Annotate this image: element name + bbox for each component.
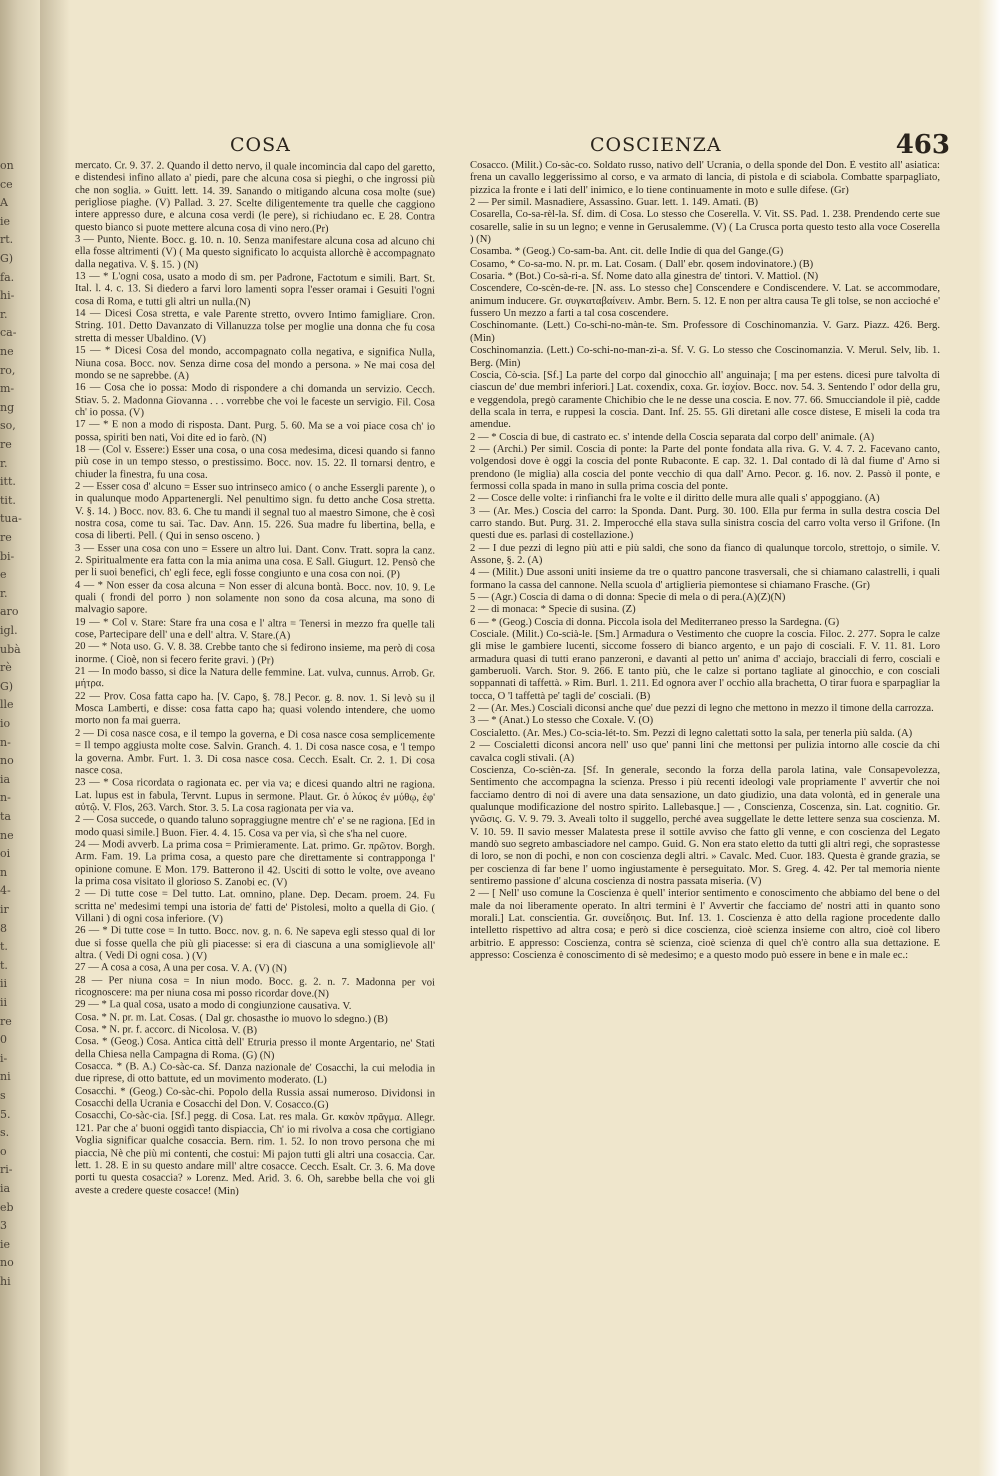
dictionary-entry: Cosamba. * (Geog.) Co-sam-ba. Ant. cit. delle Indie di qua del Gange.(G) <box>470 246 784 258</box>
dictionary-entry: 3 — Esser una cosa con uno = Essere un altro lui. Dant. Conv. Tratt. sopra la canz. 2. Spiritualmente era fatta con la mia anima una cosa. E Sall. Giugurt. 12. Pensò che per li suoi benefici, ch' egli fece, egli fosse congiunto e una cosa con noi. (P) <box>75 542 435 581</box>
gutter-fragment: tua- <box>0 512 22 526</box>
dictionary-entry: 28 — Per niuna cosa = In niun modo. Bocc. g. 2. n. 7. Madonna per voi ricognoscere: ma per niuna cosa mi posso ricordar dove.(N) <box>75 974 435 1000</box>
dictionary-entry: Coscienza, Co-scièn-za. [Sf. In generale, secondo la forza della parola latina, vale Consapevolezza, Sentimento che accompagna la scienza. Presso i più recenti ideologi vale propriamente l' avvertir che noi facciamo dentro di noi di avere una data sensazione, un dato giudizio, una data volontà, ed in generale una qualunque modificazione del nostro spirito. Lallebasque.] — , Conscienza, Coscenza, sin. Lat. cognitio. Gr. γνῶσις. G. V. 9. 79. 3. Avealì tolto il suggello, perché avea suggellate le dette lettere senza sua coscienza. M. V. 10. 59. Il savio messer Malatesta prese il sottile avviso che fatto gli venne, e con coscienza del Legato mandò suo segreto ambasciadore nel campo. Guid. G. Non era stato eletto da tutti gli altri regi, che soprastesse di loro, se non di pochi, e non con coscienza degli altri. » Cavalc. Med. Cuor. 183. Questa è grande grazia, se per coscienza di far bene l' uomo ingiustamente è perseguitato. Mor. S. Greg. 4. 42. Per tal memoria niente sentiremo passione d' alcuna coscienza di nostra passata miseria. (V) <box>470 764 940 887</box>
gutter-fragment: r. <box>0 307 8 321</box>
gutter-fragment: itt. <box>0 475 16 489</box>
gutter-fragment: ie <box>0 214 11 228</box>
gutter-fragment: so, <box>0 419 16 433</box>
dictionary-entry: 18 — (Col v. Essere:) Esser una cosa, o una cosa medesima, dicesi quando si fanno più cose in un tempo stesso, o prestissimo. Bocc. nov. 15. 22. Il tornarsi dentro, e chiuder la finestra, fu una cosa. <box>75 443 435 481</box>
gutter-fragment: on <box>0 159 14 172</box>
running-header <box>70 130 950 160</box>
gutter-fragment: m- <box>0 382 15 396</box>
dictionary-entry: Cosacchi. * (Geog.) Co-sàc-chi. Popolo della Russia assai numeroso. Dividonsi in Cosacchi della Ucrania e Cosacchi del Don. V. Cosacco.(G) <box>75 1085 435 1111</box>
dictionary-entry: Coscialetto. (Ar. Mes.) Co-scia-lét-to. Sm. Pezzi di legno calettati sotto la sala, per tenerla più salda. (A) <box>470 727 913 739</box>
gutter-fragment: ne <box>0 828 14 842</box>
gutter-fragment: ne <box>0 345 14 358</box>
dictionary-entry: 5 — (Agr.) Coscia di dama o di donna: Specie di mela o di pera.(A)(Z)(N) <box>470 592 786 604</box>
dictionary-entry: Coscendere, Co-scèn-de-re. [N. ass. Lo stesso che] Conscendere e Condiscendere. V. Lat. se accommodare, animum inducere. Gr. συγκαταβαίνειν. Ambr. Bern. 5. 12. E non per altra causa Te gli tolse, se non accioché e' fussero Un mezzo a farti a tal cosa coscendere. <box>470 283 940 320</box>
gutter-fragment: s <box>0 1089 6 1102</box>
gutter-fragment: ii <box>0 977 8 991</box>
gutter-fragment: fa. <box>0 270 15 284</box>
gutter-fragment: lle <box>0 698 14 712</box>
gutter-fragment: s. <box>0 1126 10 1140</box>
dictionary-entry: 22 — Prov. Cosa fatta capo ha. [V. Capo, §. 78.] Pecor. g. 8. nov. 1. Si levò su il Mosca Lamberti, e disse: cosa fatta capo ha; quasi volendo intendere, che uomo morto non fa mai guerra. <box>75 690 435 728</box>
dictionary-entry: Coscia, Cò-scia. [Sf.] La parte del corpo dal ginocchio all' anguinaja; [ ma per estens. dicesi pure talvolta di ciascun de' due membri inferiori.] Lat. coxendix, coxa. Gr. ἰσχίον. Bocc. nov. 54. 3. Sentendo l' odor della gru, e veggendola, pregò caramente Chichibio che le ne desse una coscia. E nov. 77. 66. Smucciandole il piè, cadde della scala in terra, e ruppesi la coscia. Dant. Inf. 25. 55. Gli diretani alle cosce distese, E miseli la coda tra amendue. <box>470 369 940 431</box>
header-right-word: COSCIENZA <box>590 134 722 156</box>
dictionary-entry: 2 — (Archi.) Per simil. Coscia di ponte: la Parte del ponte fondata alla riva. G. V. 4. 7. 2. Facevano canto, volgendosi dove è oggi la coscia del ponte Rubaconte. E cap. 32. 1. Dal contado di là dal fiume d' Arno si prendono (le miglia) alla coscia del ponte vecchio di qua dall' Arno. Pecor. g. 16. nov. 2. Passò il ponte, e fermossi colla spada in mano in sulla prima coscia del ponte. <box>470 443 940 492</box>
gutter-fragment: rè <box>0 661 12 675</box>
gutter-fragment: G) <box>0 252 14 265</box>
gutter-fragment: o <box>0 1144 7 1158</box>
gutter-fragment: G) <box>0 679 14 693</box>
gutter-fragment: ie <box>0 1237 11 1251</box>
dictionary-entry: 2 — I due pezzi di legno più atti e più saldi, che sono da fianco di qualunque torcolo, strettojo, o simile. V. Assone, §. 2. (A) <box>470 542 940 566</box>
dictionary-entry: 13 — * L'ogni cosa, usato a modo di sm. per Padrone, Factotum e simili. Bart. St. Ital. l. 4. c. 13. Si diedero a farvi loro lamenti sopra l'esser oramai i Gesuiti l'ogni cosa di Roma, e tutti gli altri un nulla.(N) <box>75 271 435 309</box>
dictionary-entry: 3 — * (Anat.) Lo stesso che Coxale. V. (O) <box>470 715 654 727</box>
gutter-fragment: re <box>0 438 12 451</box>
dictionary-entry: Cosacca. * (B. A.) Co-sàc-ca. Sf. Danza nazionale de' Cosacchi, la cui melodia in due riprese, di otto battute, ed un movimento moderato. (L) <box>75 1061 435 1087</box>
gutter-fragment: ca- <box>0 326 17 340</box>
gutter-fragment: bi- <box>0 549 15 563</box>
dictionary-entry: Cosa. * N. pr. m. Lat. Cosas. ( Dal gr. chosasthe io muovo lo sdegno.) (B) <box>75 1011 388 1025</box>
dictionary-entry: 2 — Coscialetti diconsi ancora nell' uso que' panni lini che mettonsi per pulizia intorno alle coscie da chi cavalca cogli stivali. (A) <box>470 740 940 764</box>
dictionary-entry: Cosarella, Co-sa-rèl-la. Sf. dim. di Cosa. Lo stesso che Coserella. V. Vit. SS. Pad. 1. 238. Prendendo certe sue cosarelle, salie in su un legno; e venne in Gerusalemme. (V) ( La Crusca porta questo testo alla voce Coserella ) (N) <box>470 209 940 246</box>
dictionary-entry: 2 — Cosa succede, o quando taluno sopraggiugne mentre ch' e' se ne ragiona. [Ed in modo quasi simile.] Buon. Fier. 4. 4. 15. Cosa va per via, sì che s'ha nel cuore. <box>75 814 435 840</box>
dictionary-entry: 3 — (Ar. Mes.) Coscia del carro: la Sponda. Dant. Purg. 30. 100. Ella pur ferma in sulla destra coscia Del carro stando. But. Purg. 31. 2. Imperocché ella stava sulla sinistra coscia del carro volta verso il Grifone. (In questi due es. parlasi di costellazione.) <box>470 505 940 542</box>
dictionary-entry: 4 — (Milit.) Due assoni uniti insieme da tre o quattro pancone trasversali, che si chiamano calastrelli, i quali formano la cassa del cannone. Nella scuola d' artiglieria piemontese si chiamano Frasche. (Gr) <box>470 567 940 591</box>
gutter-fragment: 4- <box>0 884 11 898</box>
gutter-fragment: ia <box>0 1182 11 1195</box>
dictionary-entry: 3 — Punto, Niente. Bocc. g. 10. n. 10. Senza manifestare alcuna cosa ad alcuno chi ella fosse altrimenti (V) ( Ma questo significato lo acquista allorchè è accompagnato dalla negativa. V. §. 15. ) (N) <box>75 234 435 271</box>
gutter-fragment: re <box>0 531 12 544</box>
gutter-fragment: 0 <box>0 1033 7 1047</box>
page-number: 463 <box>895 130 950 160</box>
dictionary-entry: 2 — [ Nell' uso comune la Coscienza è quell' interior sentimento e conoscimento che abbiamo del bene o del male da noi liberamente operato. In altri termini è l' Avvertir che facciamo de' nostri atti in quanto sono morali.] Lat. conscientia. Gr. συνείδησις. But. Inf. 13. 1. Coscienza è atto della ragione procedente dallo intelletto rispettivo ad altra cosa; e però si dice coscienza, cioè scienza insieme con altro, cioè col libero arbitrio. E appresso: Coscienza, contra sè scienza, cioè scienza di quel ch'è contro alla sua dettazione. E appresso: Coscienza è conoscimento di sè medesimo; e a questo modo può essere in bene e in male ec.: <box>470 888 940 961</box>
gutter-fragment: e <box>0 568 7 582</box>
gutter-fragment: ri- <box>0 1163 13 1177</box>
gutter-fragment: tit. <box>0 493 16 507</box>
dictionary-entry: mercato. Cr. 9. 37. 2. Quando il detto nervo, il quale incomincia dal capo del garetto, e distendesi infino allato a' piedi, pare che alcuna cosa si pieghi, o che ingrossi più che non soglia. » Guitt. lett. 14. 39. Sanando o mitigando alcuna cosa molte (sue) perigliose piaghe. (V) Pallad. 3. 27. Scelte diligentemente tra quelle che caggiono intere appresso dure, e alcuna cosa verdi (le pere), si richiudano ec. E 28. Contra questo bianco si puote mettere alcuna cosa di vino nero.(Pr) <box>75 160 435 235</box>
dictionary-entry: Cosa. * (Geog.) Cosa. Antica città dell' Etruria presso il monte Argentario, ne' Stati della Chiesa nella Campagna di Roma. (G) (N) <box>75 1036 435 1062</box>
gutter-fragment: eb <box>0 1200 14 1214</box>
page-right-edge <box>978 0 1000 1476</box>
gutter-fragment: n- <box>0 735 11 749</box>
dictionary-entry: Cosamo, * Co-sa-mo. N. pr. m. Lat. Cosam. ( Dall' ebr. qosem indovinatore.) (B) <box>470 258 814 270</box>
dictionary-entry: Coschinomanzia. (Lett.) Co-schi-no-man-zì-a. Sf. V. G. Lo stesso che Coscinomanzia. V. Merul. Selv, lib. 1. Berg. (Min) <box>470 345 940 369</box>
dictionary-entry: 19 — * Col v. Stare: Stare fra una cosa e l' altra = Tenersi in mezzo fra quelle tali cose, Partecipare dell' una e dell' altra. V. Stare.(A) <box>75 616 435 642</box>
gutter-fragment: A <box>0 196 8 210</box>
dictionary-entry: 21 — In modo basso, si dice la Natura delle femmine. Lat. vulva, cunnus. Arrob. Gr. μήτρα. <box>75 666 435 690</box>
gutter-fragment: re <box>0 1014 12 1028</box>
dictionary-entry: Cosciale. (Milit.) Co-scià-le. [Sm.] Armadura o Vestimento che cuopre la coscia. Filoc. 2. 277. Sopra le calze gli mise le gambiere lucenti, siccome fossero di bianco argento, e un pajo di cosciali. F. V. 11. 81. Loro armadura quasi di tutti erano panzeroni, e davanti al petto un' anima d' acciajo, bracciali di ferro, cosciali e gamberuoli. Varch. Stor. 9. 266. E tanto più, che le calze si portano tagliate al ginocchio, e con cosciali soppannati di taffettà. » Rim. Burl. 1. 211. Ed ognora aver l' occhio alla brachetta, O tirar fuora e sparpagliar la tocca, O 'l taffettà pe' tagli de' cosciali. (B) <box>470 629 940 702</box>
right-column <box>470 160 940 1270</box>
gutter-fragment: ce <box>0 177 13 191</box>
gutter-fragment: no <box>0 754 14 768</box>
gutter-fragment: n- <box>0 791 11 805</box>
gutter-fragment: 3 <box>0 1219 7 1233</box>
dictionary-entry: 15 — * Dicesi Cosa del mondo, accompagnato colla negativa, e significa Nulla, Niuna cosa. Bocc. nov. Senza dirne cosa del mondo a persona. » Ne mai cosa del mondo se ne saprebbe. (A) <box>75 345 435 382</box>
gutter-fragment: ro, <box>0 363 16 377</box>
dictionary-entry: 6 — * (Geog.) Coscia di donna. Piccola isola del Mediterraneo presso la Sardegna. (G) <box>470 616 840 628</box>
dictionary-entry: Cosaria. * (Bot.) Co-sà-ri-a. Sf. Nome dato alla ginestra de' tintori. V. Mattiol. (N) <box>470 271 819 283</box>
dictionary-entry: 27 — A cosa a cosa, A una per cosa. V. A. (V) (N) <box>75 962 287 975</box>
binding-shadow <box>40 0 70 1476</box>
gutter-fragment: oi <box>0 847 11 861</box>
gutter-fragment: hi- <box>0 289 15 303</box>
gutter-fragment: ubà <box>0 642 21 656</box>
dictionary-entry: 2 — Di tutte cose = Del tutto. Lat. omnino, plane. Dep. Decam. proem. 24. Fu scritta ne' medesimi tempi una istoria de' fatti de' Pistolesi, molto a quella di Gio. ( Villani ) di ogni cosa inferiore. (V) <box>75 888 435 926</box>
left-column <box>75 160 435 1273</box>
gutter-fragment: rt. <box>0 233 14 247</box>
header-left-word: COSA <box>230 134 291 156</box>
dictionary-entry: Cosa. * N. pr. f. accorc. di Nicolosa. V. (B) <box>75 1024 258 1037</box>
dictionary-entry: 23 — * Cosa ricordata o ragionata ec. per via va; e dicesi quando altri ne ragiona. Lat. lupus est in fabula, Tervnt. Lupus in sermone. Plaut. Gr. ὁ λύκος ἐν μύθῳ, ἐφ' αὐτῷ. V. Flos, 263. Varch. Stor. 3. 5. La cosa ragionata per via va. <box>75 777 435 815</box>
dictionary-entry: 2 — * Coscia di bue, di castrato ec. s' intende della Coscia separata dal corpo dell' animale. (A) <box>470 431 875 443</box>
gutter-fragment: n <box>0 865 8 879</box>
gutter-fragment: 5. <box>0 1107 11 1121</box>
gutter-fragment: r. <box>0 456 8 470</box>
gutter-fragment: igl. <box>0 624 18 637</box>
dictionary-entry: Cosacchi, Co-sàc-cia. [Sf.] pegg. di Cosa. Lat. res mala. Gr. κακὸν πρᾶγμα. Allegr. 121. Par che a' buoni oggidì tanto dispiaccia, Ch' io mi rivolva a cosa che cortigiano Voglia significar qualche cosaccia. Bern. rim. 1. 52. Io non trovo persona che mi piaccia, Nè che più mi contenti, che costui: Mi pajon tutti gli altri una cosaccia. Car. lett. 1. 28. E in su questo andare mill' altre cosacce. Cecch. Esalt. Cr. 3. 6. Ma dove porti tu questa cosaccia? » Lorenz. Med. Arid. 3. 6. Oh, sarebbe bella che voi gli aveste a credere queste cosacce! (Min) <box>75 1110 435 1197</box>
gutter-fragment: ng <box>0 400 15 414</box>
dictionary-entry: 24 — Modi avverb. La prima cosa = Primieramente. Lat. primo. Gr. πρῶτον. Borgh. Arm. Fam. 19. La prima cosa, a questo pare che direttamente si contrapponga l' opinione comune. E Mon. 179. Batterono il 42. Usciti di sotto le volte, ove aveano la prima cosa visitato il glorioso S. Zanobi ec. (V) <box>75 838 435 889</box>
gutter-fragment: i- <box>0 1051 8 1065</box>
gutter-fragment: io <box>0 717 11 730</box>
gutter-fragment: t. <box>0 940 8 954</box>
dictionary-entry: 2 — Cosce delle volte: i rinfianchi fra le volte e il diritto delle mura alle quali s' appoggiano. (A) <box>470 493 880 505</box>
dictionary-entry: 17 — * E non a modo di risposta. Dant. Purg. 5. 60. Ma se a voi piace cosa ch' io possa, spiriti ben nati, Voi dite ed io farò. (N) <box>75 419 435 444</box>
dictionary-entry: 2 — Di cosa nasce cosa, e il tempo la governa, e Di cosa nasce cosa semplicemente = Il tempo aggiusta molte cose. Salvin. Granch. 4. 1. Di cosa nasce cosa, e 'l tempo la governa. Ambr. Furt. 1. 3. Di cosa nasce cosa. Cecch. Esalt. Cr. 2. 1. Di cosa nasce cosa. <box>75 727 435 777</box>
dictionary-entry: 14 — Dicesi Cosa stretta, e vale Parente stretto, ovvero Intimo famigliare. Cron. String. 101. Detto Davanzato di Villanuzza tolse per moglie una donna che fu cosa stretta di messer Ubaldino. (V) <box>75 308 435 345</box>
gutter-fragment: aro <box>0 605 19 619</box>
gutter-fragment: t. <box>0 958 8 972</box>
gutter-fragment: ni <box>0 1070 11 1084</box>
dictionary-entry: 29 — * La qual cosa, usato a modo di congiunzione causativa. V. <box>75 999 352 1013</box>
gutter-fragment: ta <box>0 810 11 823</box>
gutter-fragment: 8 <box>0 921 7 935</box>
dictionary-entry: Cosacco. (Milit.) Co-sàc-co. Soldato russo, nativo dell' Ucrania, o della sponde del Don. È vestito all' asiatica: frena un cavallo leggerissimo al corso, e va armato di lancia, di pistola e di sciabola. Combatte sparpagliato, pizzica la fronte e i lati dell' inimico, e lo tiene continuamente in moto e sulle difese. (Gr) <box>470 160 940 196</box>
gutter-fragment: r. <box>0 586 8 600</box>
dictionary-entry: 2 — Esser cosa d' alcuno = Esser suo intrinseco amico ( o anche Essergli parente ), o in qualunque modo Appartenergli. Nel penultimo sign. fu detto anche Cosa stretta. V. §. 14. ) Bocc. nov. 83. 6. Che tu mandi il segnal tuo al maestro Simone, che è così nostra cosa, come tu sai. Tac. Dav. Ann. 15. 226. Sua madre fu libertina, bella, e cosa di liberti. Pell. ( Qui in senso osceno. ) <box>75 480 435 543</box>
gutter-fragment: ir <box>0 903 9 916</box>
gutter-fragment: ii <box>0 996 8 1009</box>
dictionary-entry: 20 — * Nota uso. G. V. 8. 38. Crebbe tanto che si fedirono insieme, ma però di cosa inorme. ( Cioè, non si fecero ferite gravi. ) (Pr) <box>75 641 435 667</box>
gutter-fragment: no <box>0 1256 14 1270</box>
dictionary-entry: Coschinomante. (Lett.) Co-schi-no-màn-te. Sm. Professore di Coschinomanzia. V. Garz. Piazz. 426. Berg. (Min) <box>470 320 940 344</box>
dictionary-entry: 2 — Per simil. Masnadiere, Assassino. Guar. lett. 1. 149. Amati. (B) <box>470 197 759 209</box>
dictionary-entry: 2 — di monaca: * Specie di susina. (Z) <box>470 604 636 616</box>
dictionary-entry: 4 — * Non esser da cosa alcuna = Non esser di alcuna bontà. Bocc. nov. 10. 9. Le quali ( frondi del porro ) non solamente non sono da cosa alcuna, ma sono di malvagio sapore. <box>75 579 435 616</box>
dictionary-entry: 2 — (Ar. Mes.) Cosciali diconsi anche que' due pezzi di legno che mettono in mezzo il timone della carrozza. <box>470 703 934 715</box>
facing-page-edge <box>0 0 40 1476</box>
gutter-fragment: ia <box>0 772 11 786</box>
dictionary-entry: 16 — Cosa che io possa: Modo di rispondere a chi domanda un servizio. Cecch. Stiav. 5. 2. Madonna Giovanna . . . vorrebbe che voi le faceste un servigio. Fil. Cosa ch' io possa. (V) <box>75 382 435 419</box>
dictionary-entry: 26 — * Di tutte cose = In tutto. Bocc. nov. g. n. 6. Ne sapeva egli stesso qual di lor due si fosse quella che più gli piacesse: si era di ciascuna a una somiglievole all' altra. ( Vedi Di ogni cosa. ) (V) <box>75 925 435 962</box>
gutter-fragment: hi <box>0 1275 11 1288</box>
